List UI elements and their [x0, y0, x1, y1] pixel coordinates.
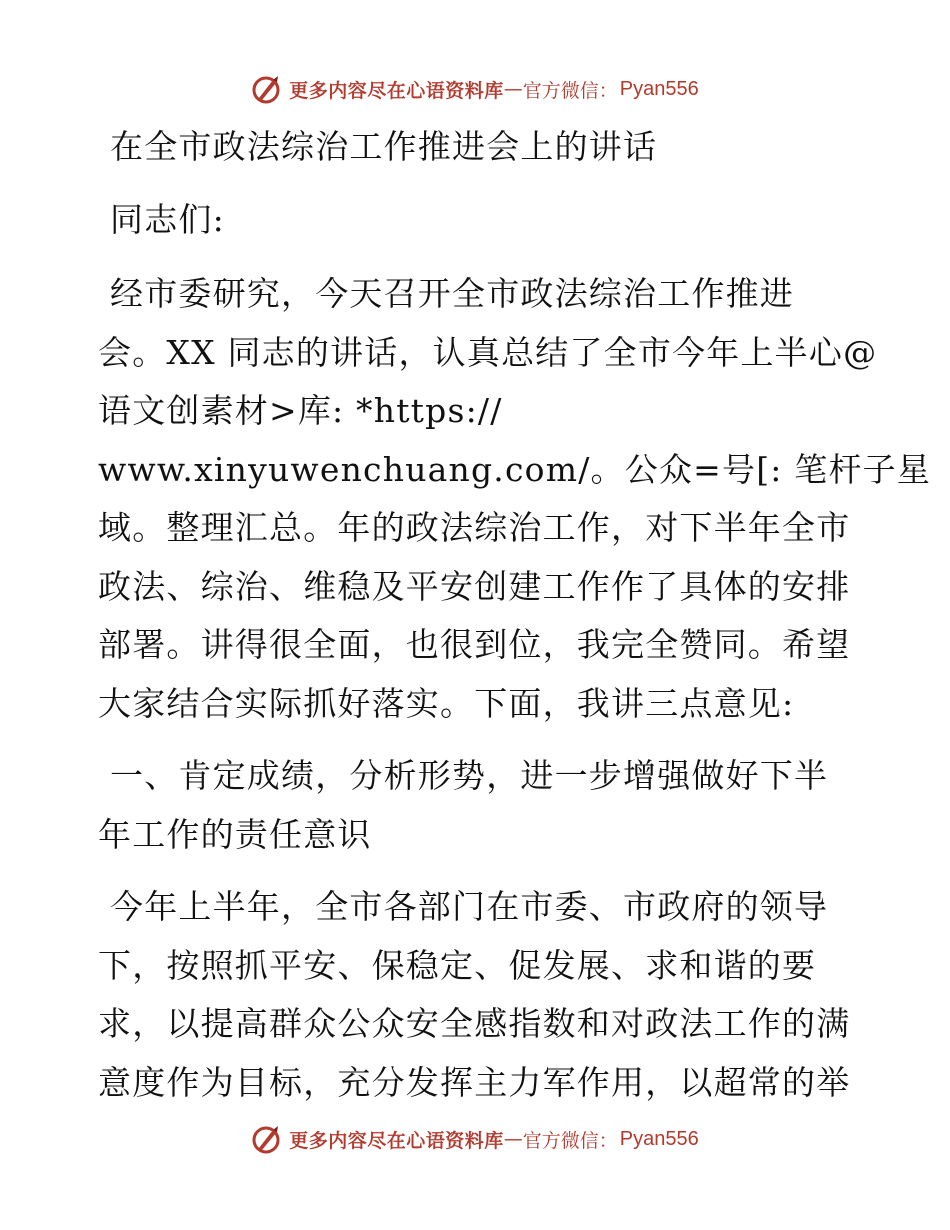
salutation: 同志们:	[110, 199, 225, 239]
footer-banner	[0, 1122, 950, 1156]
banner-wechat-id: Pyan556	[619, 1127, 699, 1150]
banner-brand: 更多内容尽在心语资料库	[289, 1129, 504, 1152]
paragraph-line: 语文创素材>库: *https://	[98, 391, 503, 430]
paragraph-1	[98, 265, 932, 733]
paragraph-line: 求，以提高群众公众安全感指数和对政法工作的满	[98, 1004, 851, 1043]
paragraph-line: 部署。讲得很全面，也很到位，我完全赞同。希望	[98, 625, 851, 664]
banner-official: 官方微信：	[522, 79, 618, 102]
paragraph-line: 意度作为目标，充分发挥主力军作用，以超常的举	[98, 1062, 851, 1102]
paragraph-line: 会。XX 同志的讲话，认真总结了全市今年上半心@	[98, 332, 878, 372]
heading-line: 一、肯定成绩，分析形势，进一步增强做好下半	[110, 756, 829, 795]
paragraph-line: 下，按照抓平安、保稳定、促发展、求和谐的要	[98, 945, 817, 985]
quill-logo-icon	[251, 74, 281, 104]
paragraph-line: 经市委研究，今天召开全市政法综治工作推进	[110, 274, 794, 313]
paragraph-line: 域。整理汇总。年的政法综治工作，对下半年全市	[98, 508, 851, 547]
heading-line: 年工作的责任意识	[98, 814, 372, 854]
banner-dash: —	[503, 1128, 523, 1150]
paragraph-line: 今年上半年，全市各部门在市委、市政府的领导	[110, 887, 829, 926]
paragraph-line: 政法、综治、维稳及平安创建工作作了具体的安排	[98, 566, 851, 606]
banner-official: 官方微信：	[522, 1129, 618, 1152]
paragraph-line: 大家结合实际抓好落实。下面，我讲三点意见:	[98, 683, 795, 723]
header-banner	[0, 72, 950, 106]
banner-wechat-id: Pyan556	[619, 77, 699, 100]
section-heading-1	[98, 747, 858, 864]
document-title: 在全市政法综治工作推进会上的讲话	[110, 127, 658, 166]
quill-logo-icon	[251, 1124, 281, 1154]
document-body	[98, 118, 932, 1112]
paragraph-line: www.xinyuwenchuang.com/。公众=号[: 笔杆子星	[98, 449, 932, 489]
banner-brand: 更多内容尽在心语资料库	[289, 79, 504, 102]
paragraph-2	[98, 878, 858, 1112]
banner-dash: —	[503, 78, 523, 100]
